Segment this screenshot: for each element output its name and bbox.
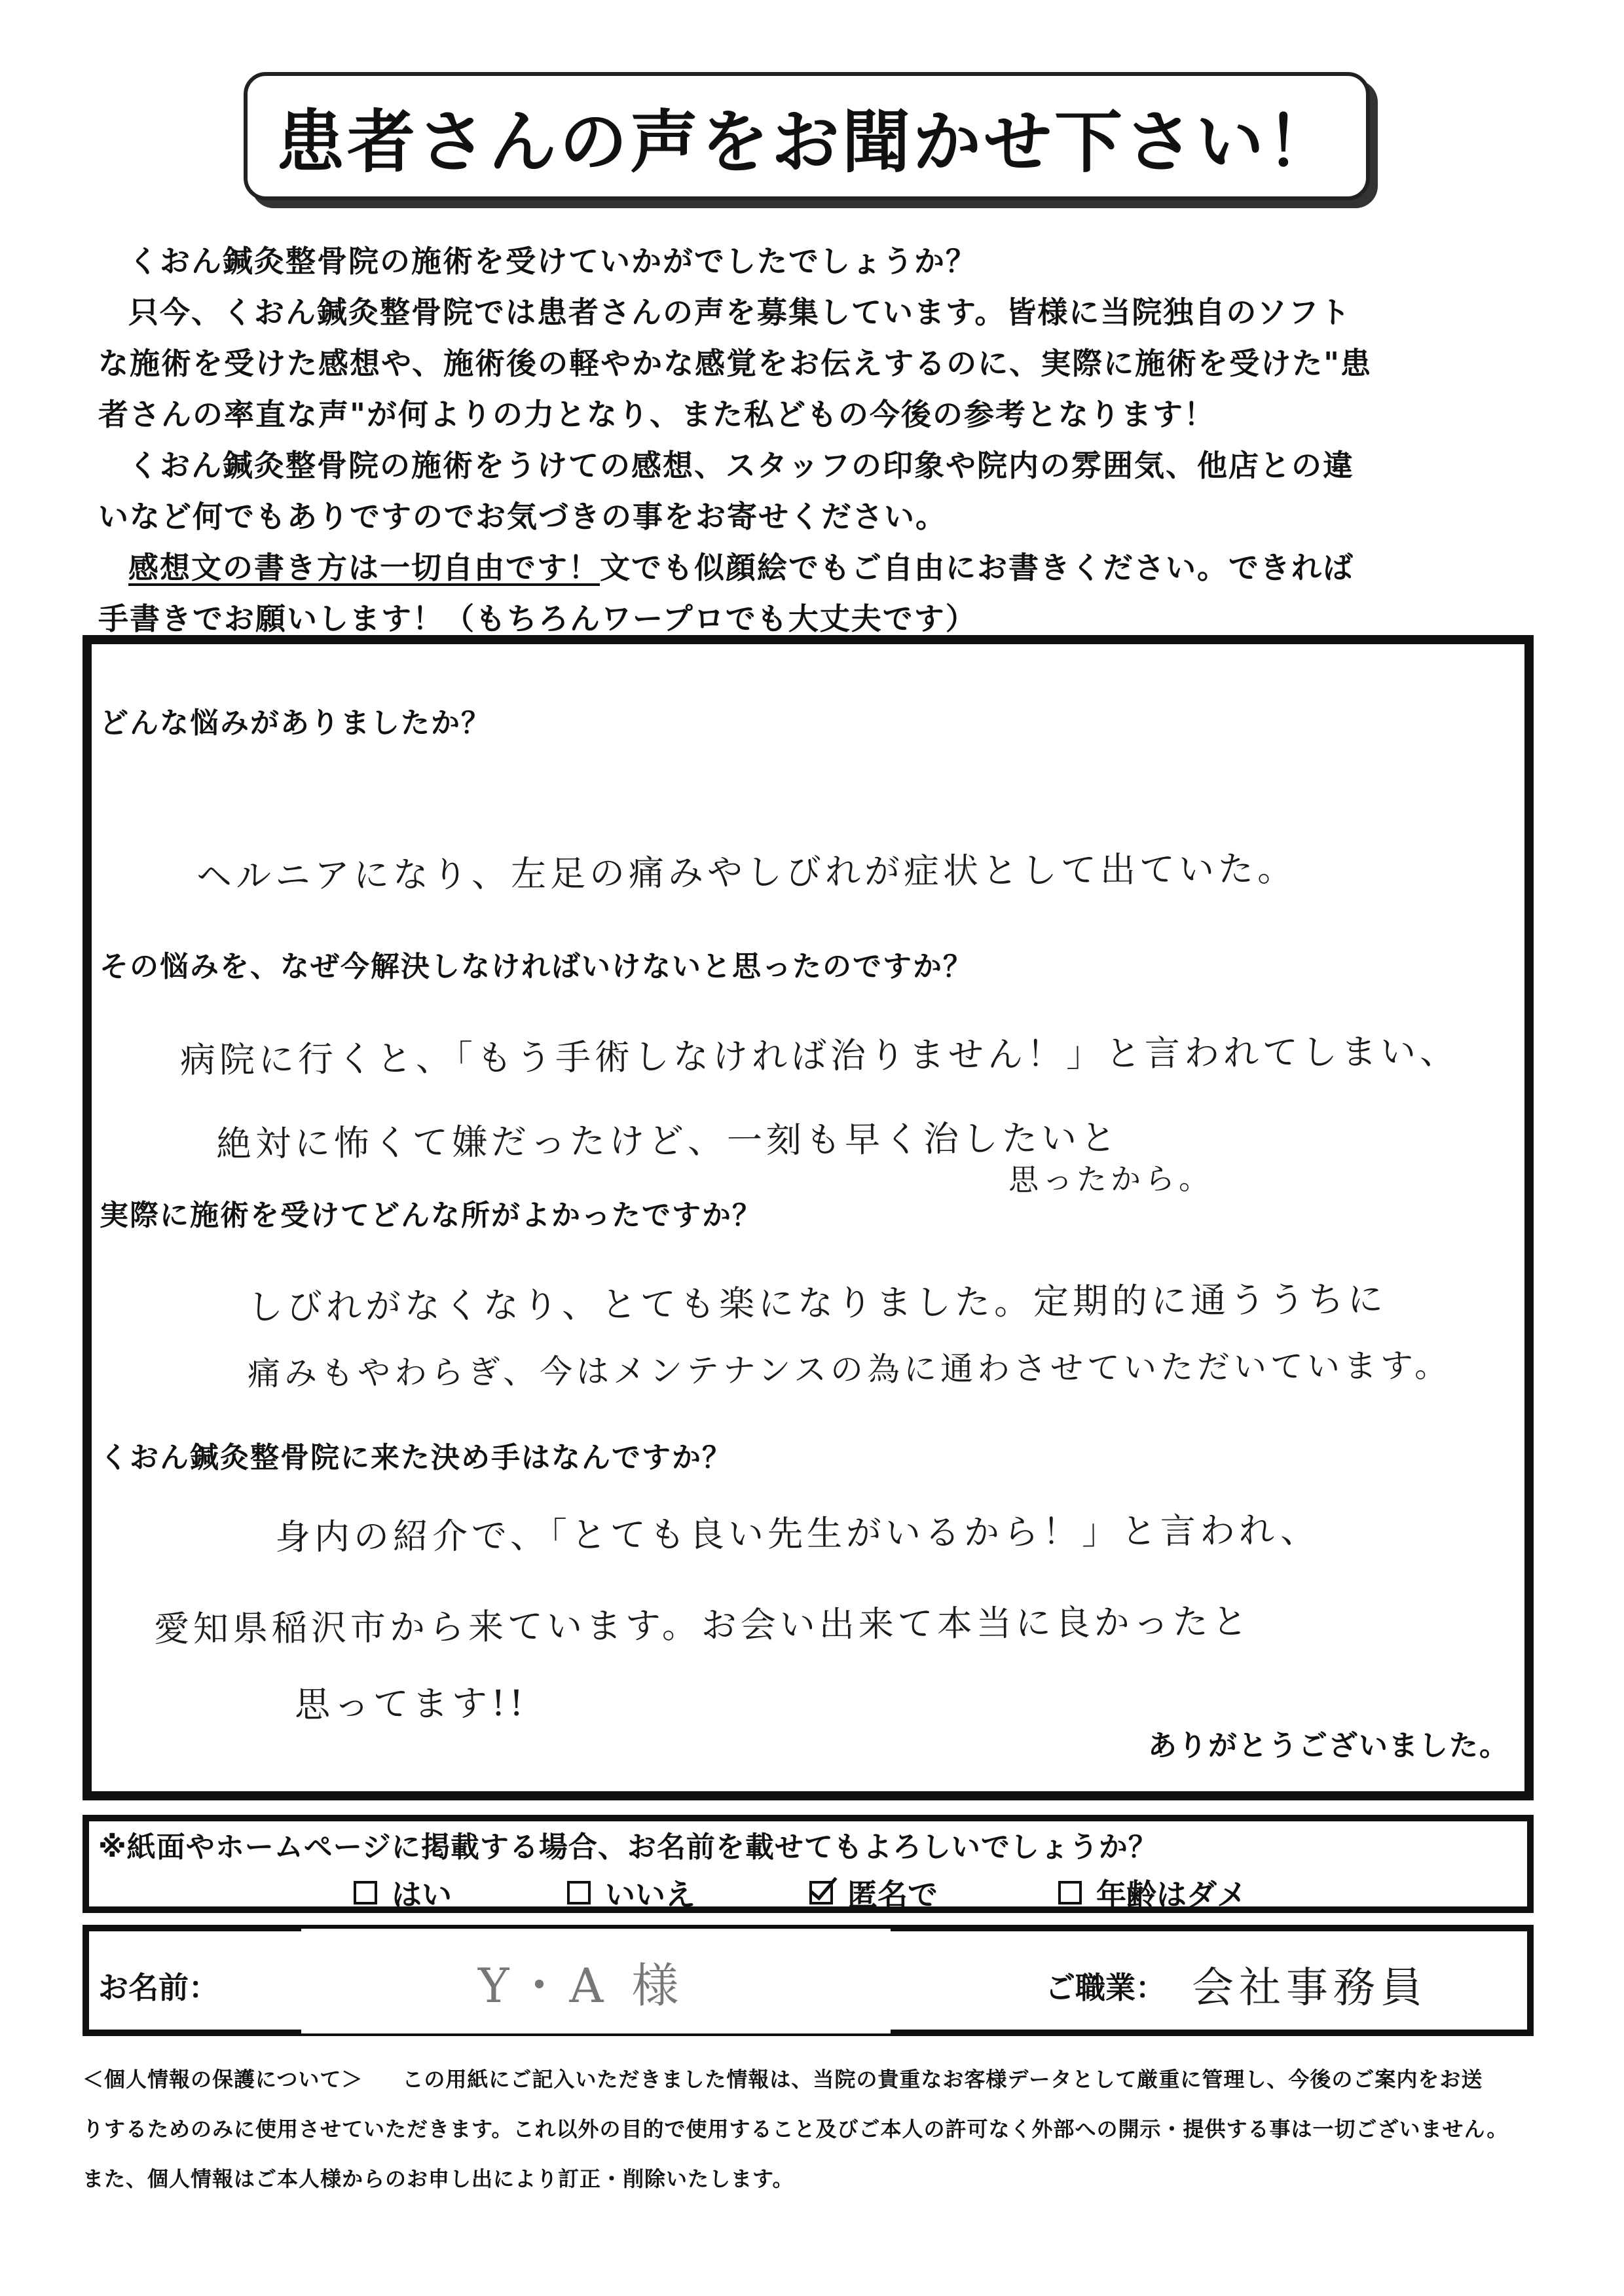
privacy-line: [83, 2054, 1549, 2104]
privacy-notice: [83, 2054, 1549, 2204]
privacy-text: この用紙にご記入いただきました情報は、当院の貴重なお客様データとして厳重に管理し、今後のご案内をお送: [402, 2067, 1483, 2092]
option-no[interactable]: [567, 1871, 695, 1914]
option-no-age[interactable]: [1058, 1871, 1247, 1914]
checkbox-no-age[interactable]: [1058, 1881, 1082, 1904]
option-yes[interactable]: [354, 1871, 452, 1914]
name-value[interactable]: Y・A 様: [478, 1958, 686, 2013]
answer-3-line-2: 痛みもやわらぎ、今はメンテナンスの為に通わさせていただいています。: [247, 1346, 1452, 1393]
answer-4-line-1: 身内の紹介で、「とても良い先生がいるから！」と言われ、: [274, 1509, 1320, 1558]
question-4: くおん鍼灸整骨院に来た決め手はなんですか？: [100, 1441, 732, 1474]
answer-3-line-1: しびれがなくなり、とても楽になりました。定期的に通ううちに: [247, 1278, 1388, 1328]
option-no-label: いいえ: [605, 1877, 695, 1912]
option-yes-label: はい: [392, 1877, 452, 1912]
checkbox-yes[interactable]: [354, 1881, 377, 1904]
checkbox-anonymous[interactable]: [809, 1881, 833, 1904]
answer-4-line-2: 愛知県稲沢市から来ています。お会い出来て本当に良かったと: [153, 1601, 1251, 1650]
consent-question: ※紙面やホームページに掲載する場合、お名前を載せてもよろしいでしょうか？: [98, 1831, 1158, 1864]
answer-2-line-2: 絶対に怖くて嫌だったけど、一刻も早く治したいと: [215, 1117, 1120, 1165]
intro-line: くおん鍼灸整骨院の施術を受けていかがでしたでしょうか？: [128, 244, 977, 279]
intro-line: くおん鍼灸整骨院の施術をうけての感想、スタッフの印象や院内の雰囲気、他店との違: [128, 448, 1354, 483]
occupation-label: ご職業：: [1045, 1970, 1166, 2005]
answer-4-line-3: 思ってます!!: [294, 1682, 528, 1726]
name-label: お名前：: [98, 1970, 219, 2005]
checkbox-no[interactable]: [567, 1881, 591, 1904]
intro-line: 只今、くおん鍼灸整骨院では患者さんの声を募集しています。皆様に当院独自のソフト: [128, 295, 1352, 330]
title-box: [244, 72, 1370, 200]
option-anonymous[interactable]: [809, 1871, 938, 1914]
intro-underlined: 感想文の書き方は一切自由です！: [128, 550, 600, 585]
answer-1-line-1: ヘルニアになり、左足の痛みやしびれが症状として出ていた。: [196, 848, 1297, 897]
privacy-line: また、個人情報はご本人様からのお申し出により訂正・削除いたします。: [83, 2166, 794, 2191]
answer-2-line-1: 病院に行くと、「もう手術しなければ治りません！」と言われてしまい、: [179, 1030, 1460, 1081]
option-anonymous-label: 匿名で: [847, 1877, 938, 1912]
intro-text: [98, 236, 1526, 644]
question-1: どんな悩みがありましたか？: [100, 706, 491, 740]
occupation-value[interactable]: 会社事務員: [1192, 1964, 1428, 2013]
answer-2-line-3: 思ったから。: [1008, 1160, 1213, 1198]
question-2: その悩みを、なぜ今解決しなければいけないと思ったのですか？: [100, 950, 973, 983]
intro-rest: 文でも似顔絵でもご自由にお書きください。できれば: [600, 550, 1354, 585]
question-3: 実際に施術を受けてどんな所がよかったですか？: [100, 1199, 762, 1232]
privacy-heading: ＜個人情報の保護について＞: [83, 2067, 363, 2092]
thanks-text: ありがとうございました。: [1148, 1729, 1509, 1762]
intro-line: な施術を受けた感想や、施術後の軽やかな感覚をお伝えするのに、実際に施術を受けた"患: [98, 346, 1373, 381]
intro-line: 手書きでお願いします！（もちろんワープロでも大丈夫です）: [98, 601, 977, 636]
intro-line: 者さんの率直な声"が何よりの力となり、また私どもの今後の参考となります！: [98, 397, 1215, 432]
page-title: 患者さんの声をお聞かせ下さい！: [276, 102, 1337, 182]
option-no-age-label: 年齢はダメ: [1096, 1877, 1247, 1912]
intro-line: いなど何でもありですのでお気づきの事をお寄せください。: [98, 499, 947, 534]
intro-line: [98, 542, 1526, 593]
privacy-line: りするためのみに使用させていただきます。これ以外の目的で使用すること及びご本人の許可なく外部への開示・提供する事は一切ございません。: [83, 2117, 1509, 2141]
